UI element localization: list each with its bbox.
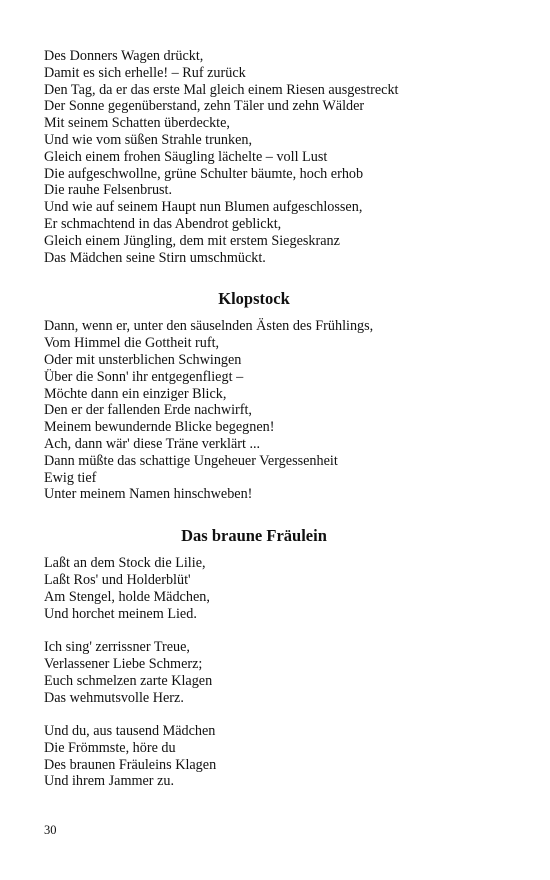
stanza (44, 639, 514, 706)
poem-line: Gleich einem frohen Säugling lächelte – voll Lust (44, 148, 328, 165)
poem-line: Gleich einem Jüngling, dem mit erstem Siegeskranz (44, 232, 340, 249)
poem-line: Des braunen Fräuleins Klagen (44, 756, 217, 773)
page-number: 30 (44, 823, 57, 837)
poem-title-braune-fraeulein: Das braune Fräulein (181, 526, 327, 546)
poem-line: Möchte dann ein einziger Blick, (44, 385, 227, 402)
stanza (44, 723, 514, 790)
poem-title-klopstock: Klopstock (218, 289, 290, 309)
poem-line: Unter meinem Namen hinschweben! (44, 486, 253, 503)
poem-line: Vom Himmel die Gottheit ruft, (44, 335, 220, 352)
poem-line: Die aufgeschwollne, grüne Schulter bäumte, hoch erhob (44, 165, 364, 182)
poem-line: Ich sing' zerrissner Treue, (44, 639, 190, 656)
poem-line: Das Mädchen seine Stirn umschmückt. (44, 249, 266, 266)
stanza-gap (44, 622, 514, 639)
poem-line: Und du, aus tausend Mädchen (44, 723, 216, 740)
poem-line: Das wehmutsvolle Herz. (44, 689, 184, 706)
poem-line: Dann müßte das schattige Ungeheuer Vergessenheit (44, 452, 338, 469)
poem-line: Oder mit unsterblichen Schwingen (44, 351, 242, 368)
poem-continued (44, 48, 514, 266)
poem-line: Meinem bewundernde Blicke begegnen! (44, 419, 275, 436)
poem-line: Ach, dann wär' diese Träne verklärt ... (44, 435, 261, 452)
poem-line: Des Donners Wagen drückt, (44, 48, 204, 64)
poem-line: Ewig tief (44, 469, 97, 486)
poem-line: Die rauhe Felsenbrust. (44, 182, 173, 199)
poem-line: Den Tag, da er das erste Mal gleich einem Riesen ausgestreckt (44, 81, 399, 98)
poem-line: Der Sonne gegenüberstand, zehn Täler und zehn Wälder (44, 98, 365, 115)
poem-line: Laßt Ros' und Holderblüt' (44, 571, 191, 588)
poem-line: Und ihrem Jammer zu. (44, 773, 175, 790)
poem-line: Mit seinem Schatten überdeckte, (44, 115, 230, 132)
poem-braune-fraeulein (44, 555, 514, 790)
poem-line: Euch schmelzen zarte Klagen (44, 672, 213, 689)
stanza (44, 555, 514, 622)
poem-line: Und wie auf seinem Haupt nun Blumen aufgeschlossen, (44, 199, 363, 216)
poem-line: Verlassener Liebe Schmerz; (44, 655, 203, 672)
stanza-gap (44, 706, 514, 723)
poem-line: Den er der fallenden Erde nachwirft, (44, 402, 252, 419)
poem-line: Und horchet meinem Lied. (44, 605, 197, 622)
poem-line: Er schmachtend in das Abendrot geblickt, (44, 215, 282, 232)
poem-klopstock (44, 318, 514, 503)
poem-line: Damit es sich erhelle! – Ruf zurück (44, 64, 246, 81)
poem-line: Am Stengel, holde Mädchen, (44, 588, 210, 605)
poem-line: Und wie vom süßen Strahle trunken, (44, 131, 253, 148)
poem-line: Über die Sonn' ihr entgegenfliegt – (44, 368, 244, 385)
poem-line: Laßt an dem Stock die Lilie, (44, 555, 206, 572)
poem-line: Dann, wenn er, unter den säuselnden Ästen des Frühlings, (44, 318, 374, 335)
poem-line: Die Frömmste, höre du (44, 739, 176, 756)
book-page (44, 48, 514, 790)
